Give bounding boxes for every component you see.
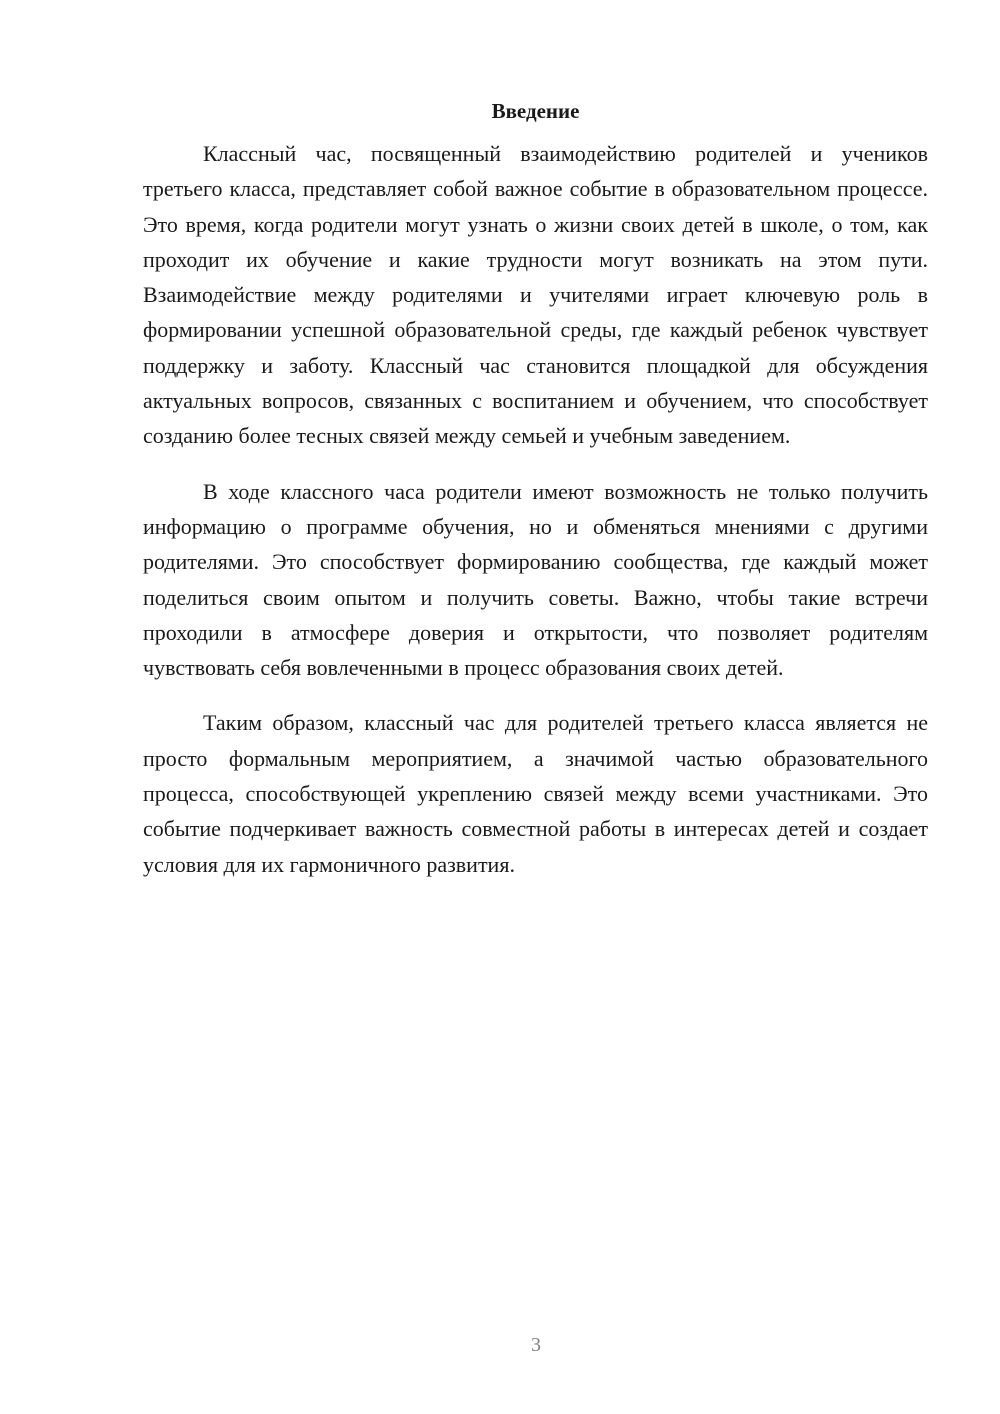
page-content	[143, 96, 928, 902]
section-title: Введение	[491, 99, 580, 123]
paragraph-2: В ходе классного часа родители имеют возможность не только получить информацию о программе обучения, но и обменяться мнениями с другими родителями. Это способствует формированию сообщества, где каждый может поделиться своим опытом и получить советы. Важно, чтобы такие встречи проходили в атмосфере доверия и открытости, что позволяет родителям чувствовать себя вовлеченными в процесс образования своих детей.	[143, 478, 928, 681]
page-number: 3	[531, 1334, 541, 1356]
paragraph-1: Классный час, посвященный взаимодействию родителей и учеников третьего класса, представляет собой важное событие в образовательном процессе. Это время, когда родители могут узнать о жизни своих детей в школе, о том, как проходит их обучение и какие трудности могут возникать на этом пути. Взаимодействие между родителями и учителями играет ключевую роль в формировании успешной образовательной среды, где каждый ребенок чувствует поддержку и заботу. Классный час становится площадкой для обсуждения актуальных вопросов, связанных с воспитанием и обучением, что способствует созданию более тесных связей между семьей и учебным заведением.	[143, 141, 928, 449]
paragraph-3: Таким образом, классный час для родителей третьего класса является не просто формальным мероприятием, а значимой частью образовательного процесса, способствующей укреплению связей между всеми участниками. Это событие подчеркивает важность совместной работы в интересах детей и создает условия для их гармоничного развития.	[143, 710, 928, 877]
